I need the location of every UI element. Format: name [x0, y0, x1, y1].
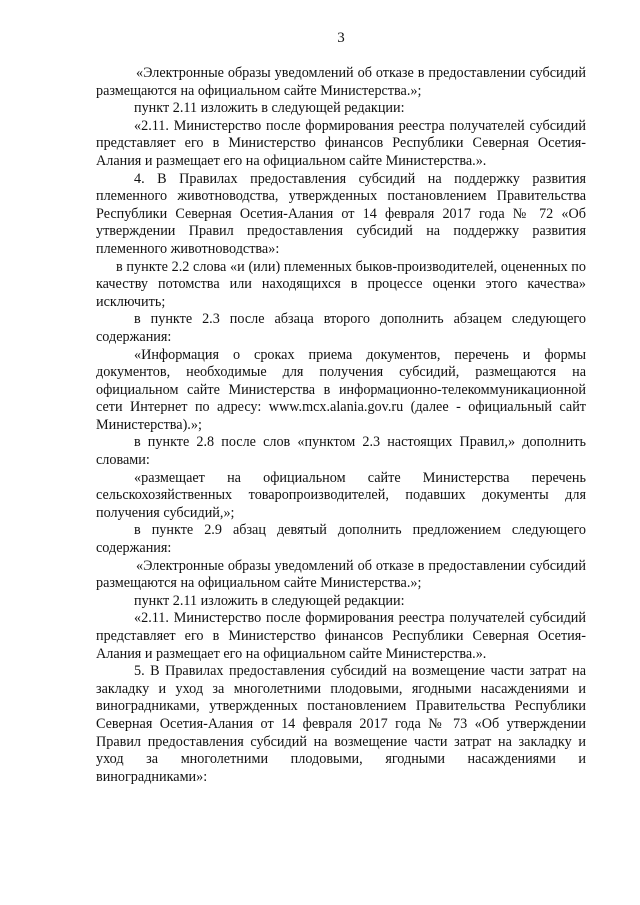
paragraph: 5. В Правилах предоставления субсидий на возмещение части затрат на закладку и уход за многолетними плодовыми, ягодными насаждениями и виноградниками, утвержденных постановлением Правительства Республики Северная Осетия-Алания от 14 февраля 2017 года № 73 «Об утверждении Правил предоставления субсидий на возмещение части затрат на закладку и уход за многолетними плодовыми, ягодными насаждениями и виноградниками»: — [96, 663, 586, 785]
paragraph: 4. В Правилах предоставления субсидий на поддержку развития племенного животноводства, утвержденных постановлением Правительства Республики Северная Осетия-Алания от 14 февраля 2017 года № 72 «Об утверждении Правил предоставления субсидий на поддержку развития племенного животноводства»: — [96, 170, 586, 257]
paragraph: «2.11. Министерство после формирования реестра получателей субсидий представляет его в Министерство финансов Республики Северная Осетия-Алания и размещает его на официальном сайте Министерства.». — [96, 117, 586, 169]
paragraph: пункт 2.11 изложить в следующей редакции: — [134, 592, 405, 609]
paragraph: «Информация о сроках приема документов, перечень и формы документов, необходимые для получения субсидий, размещаются на официальном сайте Министерства в информационно-телекоммуникационной сети Интернет по адресу: www.mcx.alania.gov.ru (далее - официальный сайт Министерства).»; — [96, 346, 586, 433]
paragraph: «размещает на официальном сайте Министерства перечень сельскохозяйственных товаропроизводителей, подавших документы для получения субсидий,»; — [96, 469, 586, 521]
paragraph: «Электронные образы уведомлений об отказе в предоставлении субсидий размещаются на официальном сайте Министерства.»; — [96, 557, 586, 592]
paragraph: в пункте 2.3 после абзаца второго дополнить абзацем следующего содержания: — [96, 311, 586, 345]
paragraph: «Электронные образы уведомлений об отказе в предоставлении субсидий размещаются на официальном сайте Министерства.»; — [96, 65, 586, 99]
document-page — [96, 30, 586, 786]
page-number: 3 — [337, 30, 345, 46]
paragraph: в пункте 2.9 абзац девятый дополнить предложением следующего содержания: — [96, 522, 586, 557]
paragraph: в пункте 2.2 слова «и (или) племенных быков-производителей, оцененных по качеству потомства или находящихся в процессе оценки этого качества» исключить; — [96, 258, 586, 310]
paragraph: пункт 2.11 изложить в следующей редакции: — [134, 100, 405, 117]
paragraph: в пункте 2.8 после слов «пунктом 2.3 настоящих Правил,» дополнить словами: — [96, 434, 586, 469]
paragraph: «2.11. Министерство после формирования реестра получателей субсидий представляет его в Министерство финансов Республики Северная Осетия-Алания и размещает его на официальном сайте Министерства.». — [96, 610, 586, 662]
